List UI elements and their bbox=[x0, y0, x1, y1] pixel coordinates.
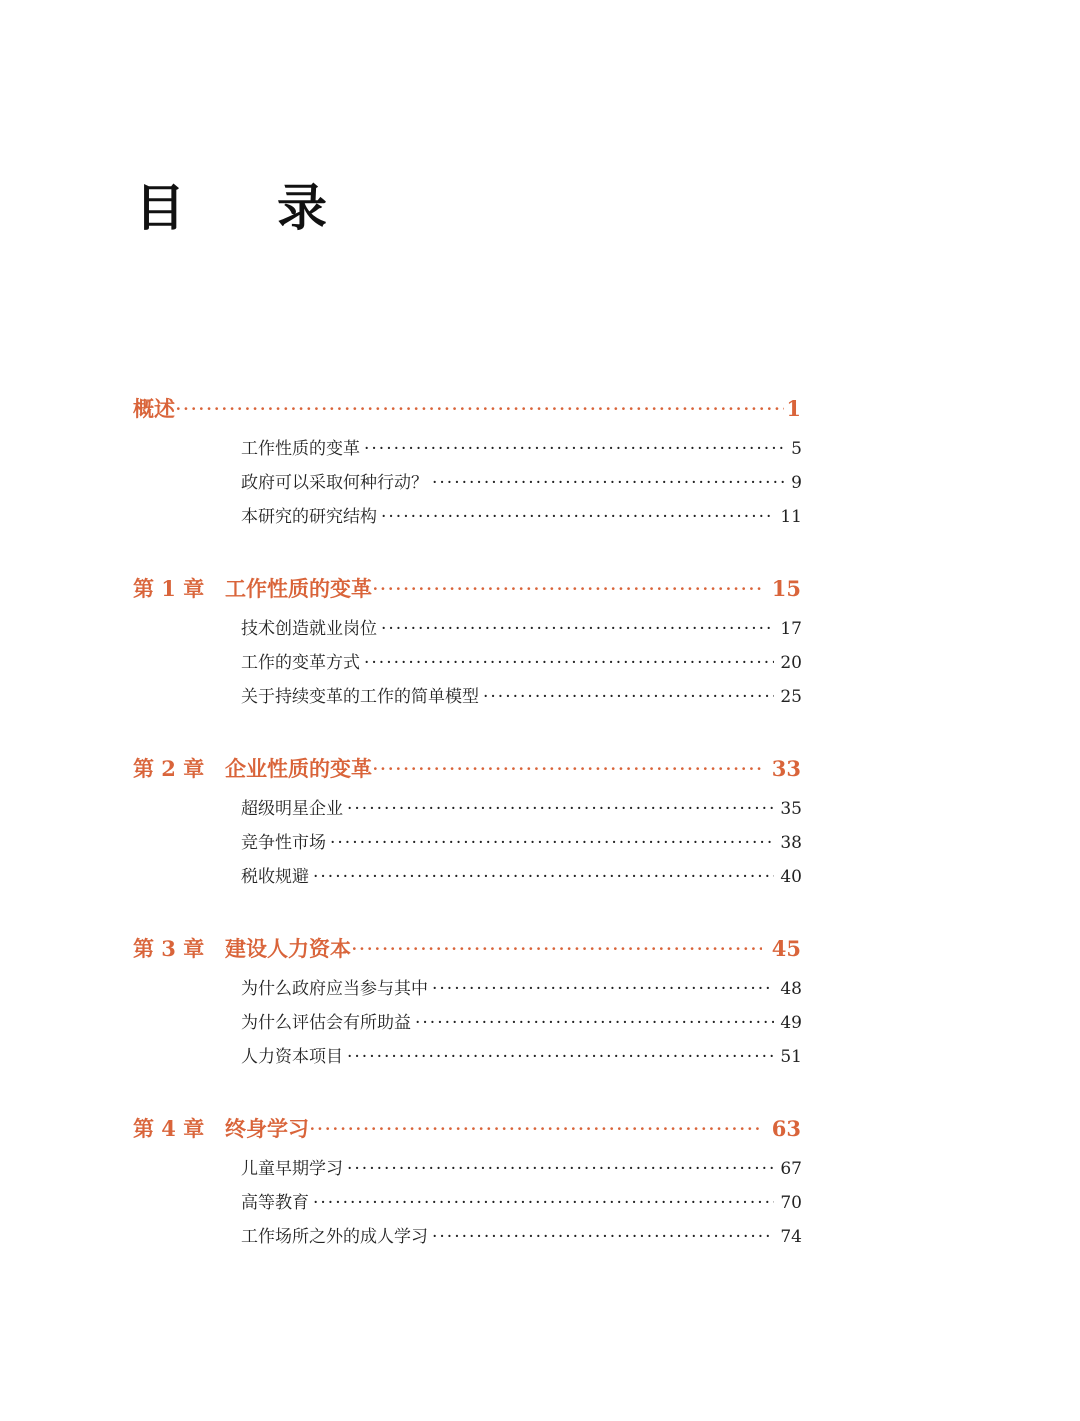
chapter-number: 第 1 章 bbox=[133, 576, 205, 601]
toc-section-page: 70 bbox=[780, 1193, 802, 1213]
leader-dots bbox=[351, 937, 762, 961]
leader-dots bbox=[364, 653, 774, 673]
leader-dots bbox=[313, 867, 774, 887]
chapter-page: 15 bbox=[771, 576, 801, 601]
leader-dots bbox=[330, 833, 774, 853]
leader-dots bbox=[372, 757, 762, 781]
chapter-title: 工作性质的变革 bbox=[225, 576, 372, 601]
toc-section[interactable] bbox=[241, 1154, 802, 1179]
toc-chapter-3[interactable] bbox=[133, 933, 801, 963]
leader-dots bbox=[372, 577, 762, 601]
toc-section[interactable] bbox=[241, 614, 802, 639]
toc-section-page: 5 bbox=[791, 439, 802, 459]
chapter-number: 第 3 章 bbox=[133, 936, 205, 961]
toc-section-label: 税收规避 bbox=[241, 867, 309, 887]
leader-dots bbox=[432, 473, 785, 493]
toc-section-page: 38 bbox=[780, 833, 802, 853]
toc-section[interactable] bbox=[241, 1222, 802, 1247]
toc-section-label: 技术创造就业岗位 bbox=[241, 619, 377, 639]
toc-section-page: 74 bbox=[780, 1227, 802, 1247]
leader-dots bbox=[364, 439, 785, 459]
toc-section-label: 为什么政府应当参与其中 bbox=[241, 979, 428, 999]
toc-overview[interactable] bbox=[133, 393, 801, 423]
toc-overview-label: 概述 bbox=[133, 396, 175, 421]
toc-section[interactable] bbox=[241, 468, 802, 493]
page-title-char-1: 目 bbox=[135, 178, 185, 237]
toc-section-label: 工作的变革方式 bbox=[241, 653, 360, 673]
leader-dots bbox=[432, 979, 774, 999]
toc-section-page: 48 bbox=[780, 979, 802, 999]
leader-dots bbox=[483, 687, 774, 707]
chapter-page: 63 bbox=[771, 1116, 801, 1141]
toc-section-label: 儿童早期学习 bbox=[241, 1159, 343, 1179]
chapter-title: 企业性质的变革 bbox=[225, 756, 372, 781]
toc-section-page: 25 bbox=[780, 687, 802, 707]
page-title bbox=[135, 168, 327, 240]
leader-dots bbox=[347, 799, 774, 819]
toc-section[interactable] bbox=[241, 974, 802, 999]
page-title-char-2: 录 bbox=[277, 178, 327, 237]
toc-section-page: 67 bbox=[780, 1159, 802, 1179]
toc-section-label: 工作场所之外的成人学习 bbox=[241, 1227, 428, 1247]
toc-section-label: 政府可以采取何种行动？ bbox=[241, 473, 428, 493]
toc-section-label: 关于持续变革的工作的简单模型 bbox=[241, 687, 479, 707]
chapter-title: 建设人力资本 bbox=[225, 936, 351, 961]
chapter-number: 第 2 章 bbox=[133, 756, 205, 781]
toc-section-page: 51 bbox=[780, 1047, 802, 1067]
leader-dots bbox=[175, 397, 784, 421]
toc-section-label: 超级明星企业 bbox=[241, 799, 343, 819]
chapter-page: 45 bbox=[771, 936, 801, 961]
toc-section-label: 工作性质的变革 bbox=[241, 439, 360, 459]
toc-section-label: 高等教育 bbox=[241, 1193, 309, 1213]
toc-section-page: 20 bbox=[780, 653, 802, 673]
toc-chapter-1[interactable] bbox=[133, 573, 801, 603]
toc-section[interactable] bbox=[241, 794, 802, 819]
chapter-number: 第 4 章 bbox=[133, 1116, 205, 1141]
toc-section-page: 49 bbox=[780, 1013, 802, 1033]
toc-section-label: 竞争性市场 bbox=[241, 833, 326, 853]
leader-dots bbox=[432, 1227, 774, 1247]
toc-section[interactable] bbox=[241, 502, 802, 527]
toc-section[interactable] bbox=[241, 648, 802, 673]
toc-section-label: 本研究的研究结构 bbox=[241, 507, 377, 527]
toc-section-label: 人力资本项目 bbox=[241, 1047, 343, 1067]
chapter-page: 33 bbox=[771, 756, 801, 781]
leader-dots bbox=[415, 1013, 774, 1033]
chapter-title: 终身学习 bbox=[225, 1116, 309, 1141]
leader-dots bbox=[381, 619, 774, 639]
toc-chapter-2[interactable] bbox=[133, 753, 801, 783]
leader-dots bbox=[347, 1159, 774, 1179]
toc-chapter-4[interactable] bbox=[133, 1113, 801, 1143]
toc-overview-page: 1 bbox=[786, 396, 801, 421]
toc-section-page: 17 bbox=[780, 619, 802, 639]
toc-section-page: 35 bbox=[780, 799, 802, 819]
toc-section[interactable] bbox=[241, 1042, 802, 1067]
toc-section-page: 40 bbox=[780, 867, 802, 887]
toc-section-page: 11 bbox=[780, 507, 802, 527]
toc-section[interactable] bbox=[241, 862, 802, 887]
toc-section[interactable] bbox=[241, 1008, 802, 1033]
leader-dots bbox=[309, 1117, 762, 1141]
toc-section[interactable] bbox=[241, 828, 802, 853]
leader-dots bbox=[347, 1047, 774, 1067]
toc-section-label: 为什么评估会有所助益 bbox=[241, 1013, 411, 1033]
leader-dots bbox=[313, 1193, 774, 1213]
leader-dots bbox=[381, 507, 774, 527]
toc-section[interactable] bbox=[241, 682, 802, 707]
toc-section[interactable] bbox=[241, 1188, 802, 1213]
toc-section-page: 9 bbox=[791, 473, 802, 493]
toc-section[interactable] bbox=[241, 434, 802, 459]
